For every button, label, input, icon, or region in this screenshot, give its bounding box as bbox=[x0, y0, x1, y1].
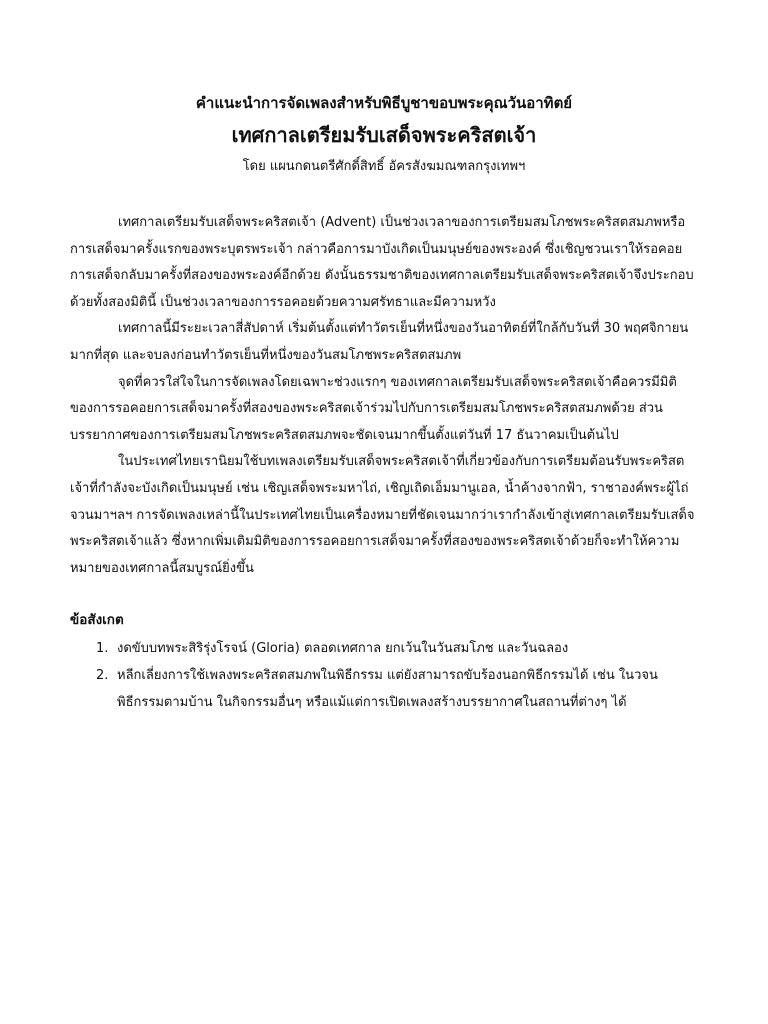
list-item bbox=[70, 663, 698, 716]
list-item-number: 2. bbox=[96, 667, 109, 683]
list-item-text: หลีกเลี่ยงการใช้เพลงพระคริสตสมภพในพิธีกรรม แต่ยังสามารถขับร้องนอกพิธีกรรมได้ เช่น ในวจนพิธีกรรมตามบ้าน ในกิจกรรมอื่นๆ หรือแม้แต่การเปิดเพลงสร้างบรรยากาศในสถานที่ต่างๆ ได้ bbox=[117, 667, 658, 710]
paragraph: เทศกาลนี้มีระยะเวลาสี่สัปดาห์ เริ่มต้นตั้งแต่ทำวัตรเย็นที่หนึ่งของวันอาทิตย์ที่ใกล้กับวันที่ 30 พฤศจิกายนมากที่สุด และจบลงก่อนทำวัตรเย็นที่หนึ่งของวันสมโภชพระคริสตสมภพ bbox=[70, 321, 689, 363]
list-item bbox=[70, 636, 698, 663]
document-subtitle: คำแนะนำการจัดเพลงสำหรับพิธีบูชาขอบพระคุณวันอาทิตย์ bbox=[195, 94, 573, 112]
document-byline: โดย แผนกดนตรีศักดิ์สิทธิ์ อัครสังฆมณฑลกรุงเทพฯ bbox=[242, 159, 526, 174]
document-body bbox=[70, 210, 698, 582]
notes-heading: ข้อสังเกต bbox=[70, 612, 124, 629]
document-header bbox=[70, 92, 698, 178]
paragraph: เทศกาลเตรียมรับเสด็จพระคริสตเจ้า (Advent) เป็นช่วงเวลาของการเตรียมสมโภชพระคริสตสมภพหรือการเสด็จมาครั้งแรกของพระบุตรพระเจ้า กล่าวคือการมาบังเกิดเป็นมนุษย์ของพระองค์ ซึ่งเชิญชวนเราให้รอคอยการเสด็จกลับมาครั้งที่สองของพระองค์อีกด้วย ดังนั้นธรรมชาติของเทศกาลเตรียมรับเสด็จพระคริสตเจ้าจึงประกอบด้วยทั้งสองมิตินี้ เป็นช่วงเวลาของการรอคอยด้วยความศรัทธาและมีความหวัง bbox=[70, 215, 694, 310]
paragraph: จุดที่ควรใส่ใจในการจัดเพลงโดยเฉพาะช่วงแรกๆ ของเทศกาลเตรียมรับเสด็จพระคริสตเจ้าคือควรมีมิติของการรอคอยการเสด็จมาครั้งที่สองของพระคริสตเจ้าร่วมไปกับการเตรียมสมโภชพระคริสตสมภพด้วย ส่วนบรรยากาศของการเตรียมสมโภชพระคริสตสมภพจะชัดเจนมากขึ้นตั้งแต่วันที่ 17 ธันวาคมเป็นต้นไป bbox=[70, 374, 677, 443]
paragraph: ในประเทศไทยเรานิยมใช้บทเพลงเตรียมรับเสด็จพระคริสตเจ้าที่เกี่ยวข้องกับการเตรียมต้อนรับพระคริสตเจ้าที่กำลังจะบังเกิดเป็นมนุษย์ เช่น เชิญเสด็จพระมหาไถ่, เชิญเถิดเอ็มมานูเอล, น้ำค้างจากฟ้า, ราชาองค์พระผู้ไถ่จวนมาฯลฯ การจัดเพลงเหล่านี้ในประเทศไทยเป็นเครื่องหมายที่ชัดเจนมากว่าเรากำลังเข้าสู่เทศกาลเตรียมรับเสด็จพระคริสตเจ้าแล้ว ซึ่งหากเพิ่มเติมมิติของการรอคอยการเสด็จมาครั้งที่สองของพระคริสตเจ้าด้วยก็จะทำให้ความหมายของเทศกาลนี้สมบูรณ์ยิ่งขึ้น bbox=[70, 454, 695, 576]
list-item-text: งดขับบทพระสิริรุ่งโรจน์ (Gloria) ตลอดเทศกาล ยกเว้นในวันสมโภช และวันฉลอง bbox=[117, 641, 569, 657]
notes-list bbox=[70, 636, 698, 716]
document-title: เทศกาลเตรียมรับเสด็จพระคริสตเจ้า bbox=[231, 123, 537, 147]
list-item-number: 1. bbox=[96, 641, 109, 657]
